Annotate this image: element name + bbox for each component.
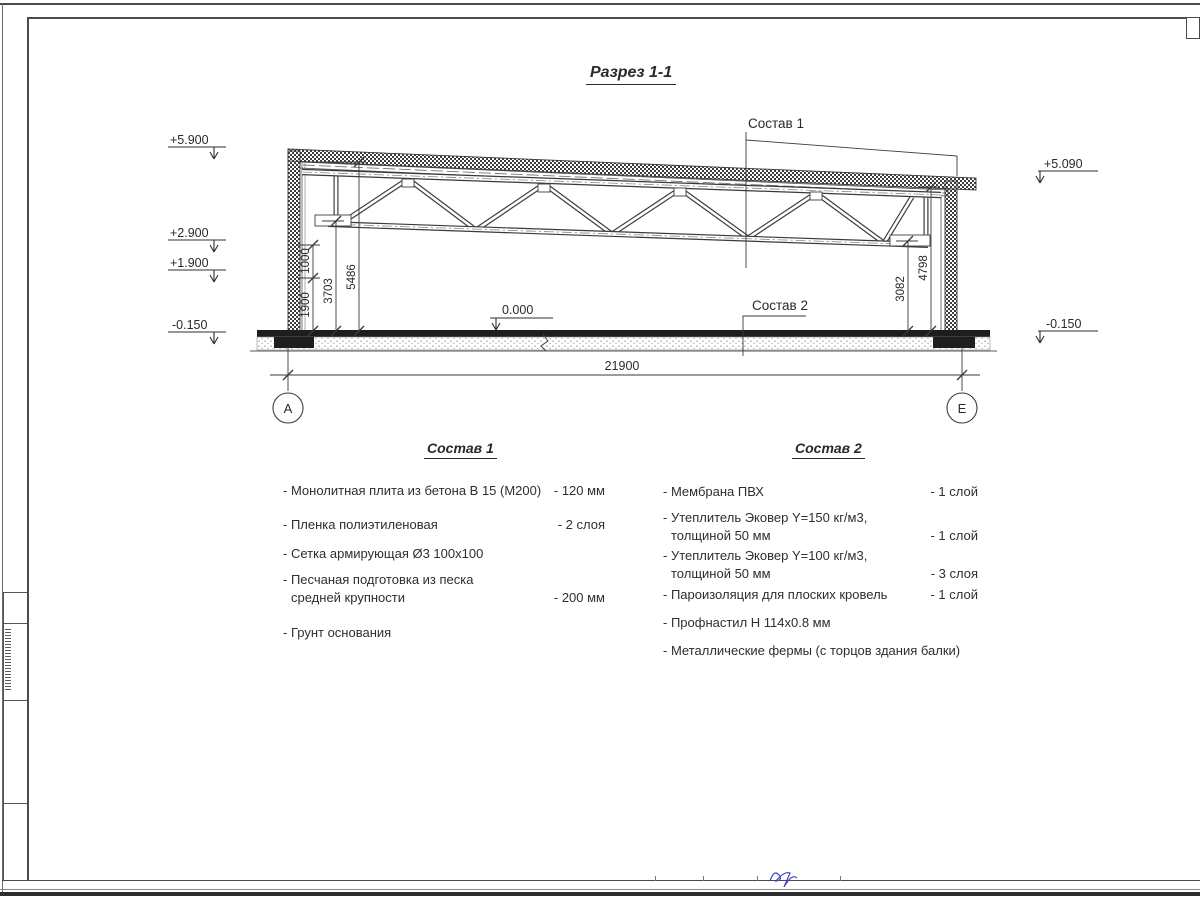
item-value: - 200 мм xyxy=(553,589,605,605)
elevation-value: -0.150 xyxy=(1046,317,1082,331)
list-item xyxy=(283,624,605,642)
dim-value: 1000 xyxy=(300,248,312,274)
item-value: - 1 слой xyxy=(930,484,978,499)
item-text: толщиной 50 мм xyxy=(671,565,771,581)
callout-label: Состав 1 xyxy=(748,116,804,131)
item-value: - 1 слой xyxy=(930,527,978,543)
list-item xyxy=(663,586,978,604)
item-text: - Монолитная плита из бетона В 15 (М200) xyxy=(283,483,542,498)
elevation-mark xyxy=(168,318,226,344)
axis-letter-a: А xyxy=(283,401,293,416)
list-item xyxy=(663,642,978,660)
list-item xyxy=(663,614,978,632)
item-text: - Металлические фермы (с торцов здания балки) xyxy=(663,643,961,658)
dim-value: 3703 xyxy=(323,278,335,304)
elevation-value: -0.150 xyxy=(172,318,208,332)
elevation-mark xyxy=(1036,157,1098,183)
elevation-value: +5.900 xyxy=(170,133,209,147)
item-text: - Утеплитель Эковер Y=150 кг/м3, xyxy=(663,510,868,525)
dim-value: 3082 xyxy=(895,276,907,302)
list-item xyxy=(663,547,978,582)
dim-value: 1900 xyxy=(300,292,312,318)
dim-value: 5486 xyxy=(346,264,358,290)
item-value: - 120 мм xyxy=(553,483,605,498)
elevation-mark xyxy=(168,226,226,252)
grid-axes xyxy=(273,393,977,423)
item-text: толщиной 50 мм xyxy=(671,527,771,543)
list-item xyxy=(283,571,605,606)
callout-label: Состав 2 xyxy=(752,298,808,313)
elevation-marks-right xyxy=(1036,157,1098,343)
elevation-mark xyxy=(1036,317,1098,343)
floor-slab xyxy=(250,330,997,351)
item-text: - Грунт основания xyxy=(283,625,392,640)
legend1-title: Состав 1 xyxy=(424,440,497,459)
zero-level-mark xyxy=(490,303,553,330)
axis-letter-e: Е xyxy=(957,401,967,416)
item-text: - Песчаная подготовка из песка xyxy=(283,572,474,587)
item-value: - 3 слоя xyxy=(930,565,978,581)
sheet-title: Разрез 1-1 xyxy=(586,64,676,85)
list-item xyxy=(283,516,605,534)
item-text: - Пароизоляция для плоских кровель xyxy=(663,587,888,602)
elevation-value: +2.900 xyxy=(170,226,209,240)
item-text: - Мембрана ПВХ xyxy=(663,484,764,499)
elevation-value: 0.000 xyxy=(502,303,534,317)
item-text: средней крупности xyxy=(291,589,405,605)
item-text: - Сетка армирующая Ø3 100х100 xyxy=(283,546,484,561)
item-value: - 1 слой xyxy=(930,587,978,602)
legend2-title: Состав 2 xyxy=(792,440,865,459)
item-text: - Пленка полиэтиленовая xyxy=(283,517,438,532)
list-item xyxy=(283,545,605,563)
list-item xyxy=(663,483,978,501)
elevation-value: +1.900 xyxy=(170,256,209,270)
span-dimension xyxy=(270,347,980,391)
elevation-mark xyxy=(168,256,226,282)
item-text: - Утеплитель Эковер Y=100 кг/м3, xyxy=(663,548,868,563)
item-text: - Профнастил Н 114х0.8 мм xyxy=(663,615,831,630)
elevation-marks-left xyxy=(168,133,226,344)
elevation-value: +5.090 xyxy=(1044,157,1083,171)
elevation-mark xyxy=(168,133,226,159)
list-item xyxy=(663,509,978,544)
dim-value: 21900 xyxy=(604,359,640,373)
dim-value: 4798 xyxy=(918,255,930,281)
item-value: - 2 слоя xyxy=(557,517,605,532)
list-item xyxy=(283,482,605,500)
blue-signature-mark xyxy=(770,873,797,887)
